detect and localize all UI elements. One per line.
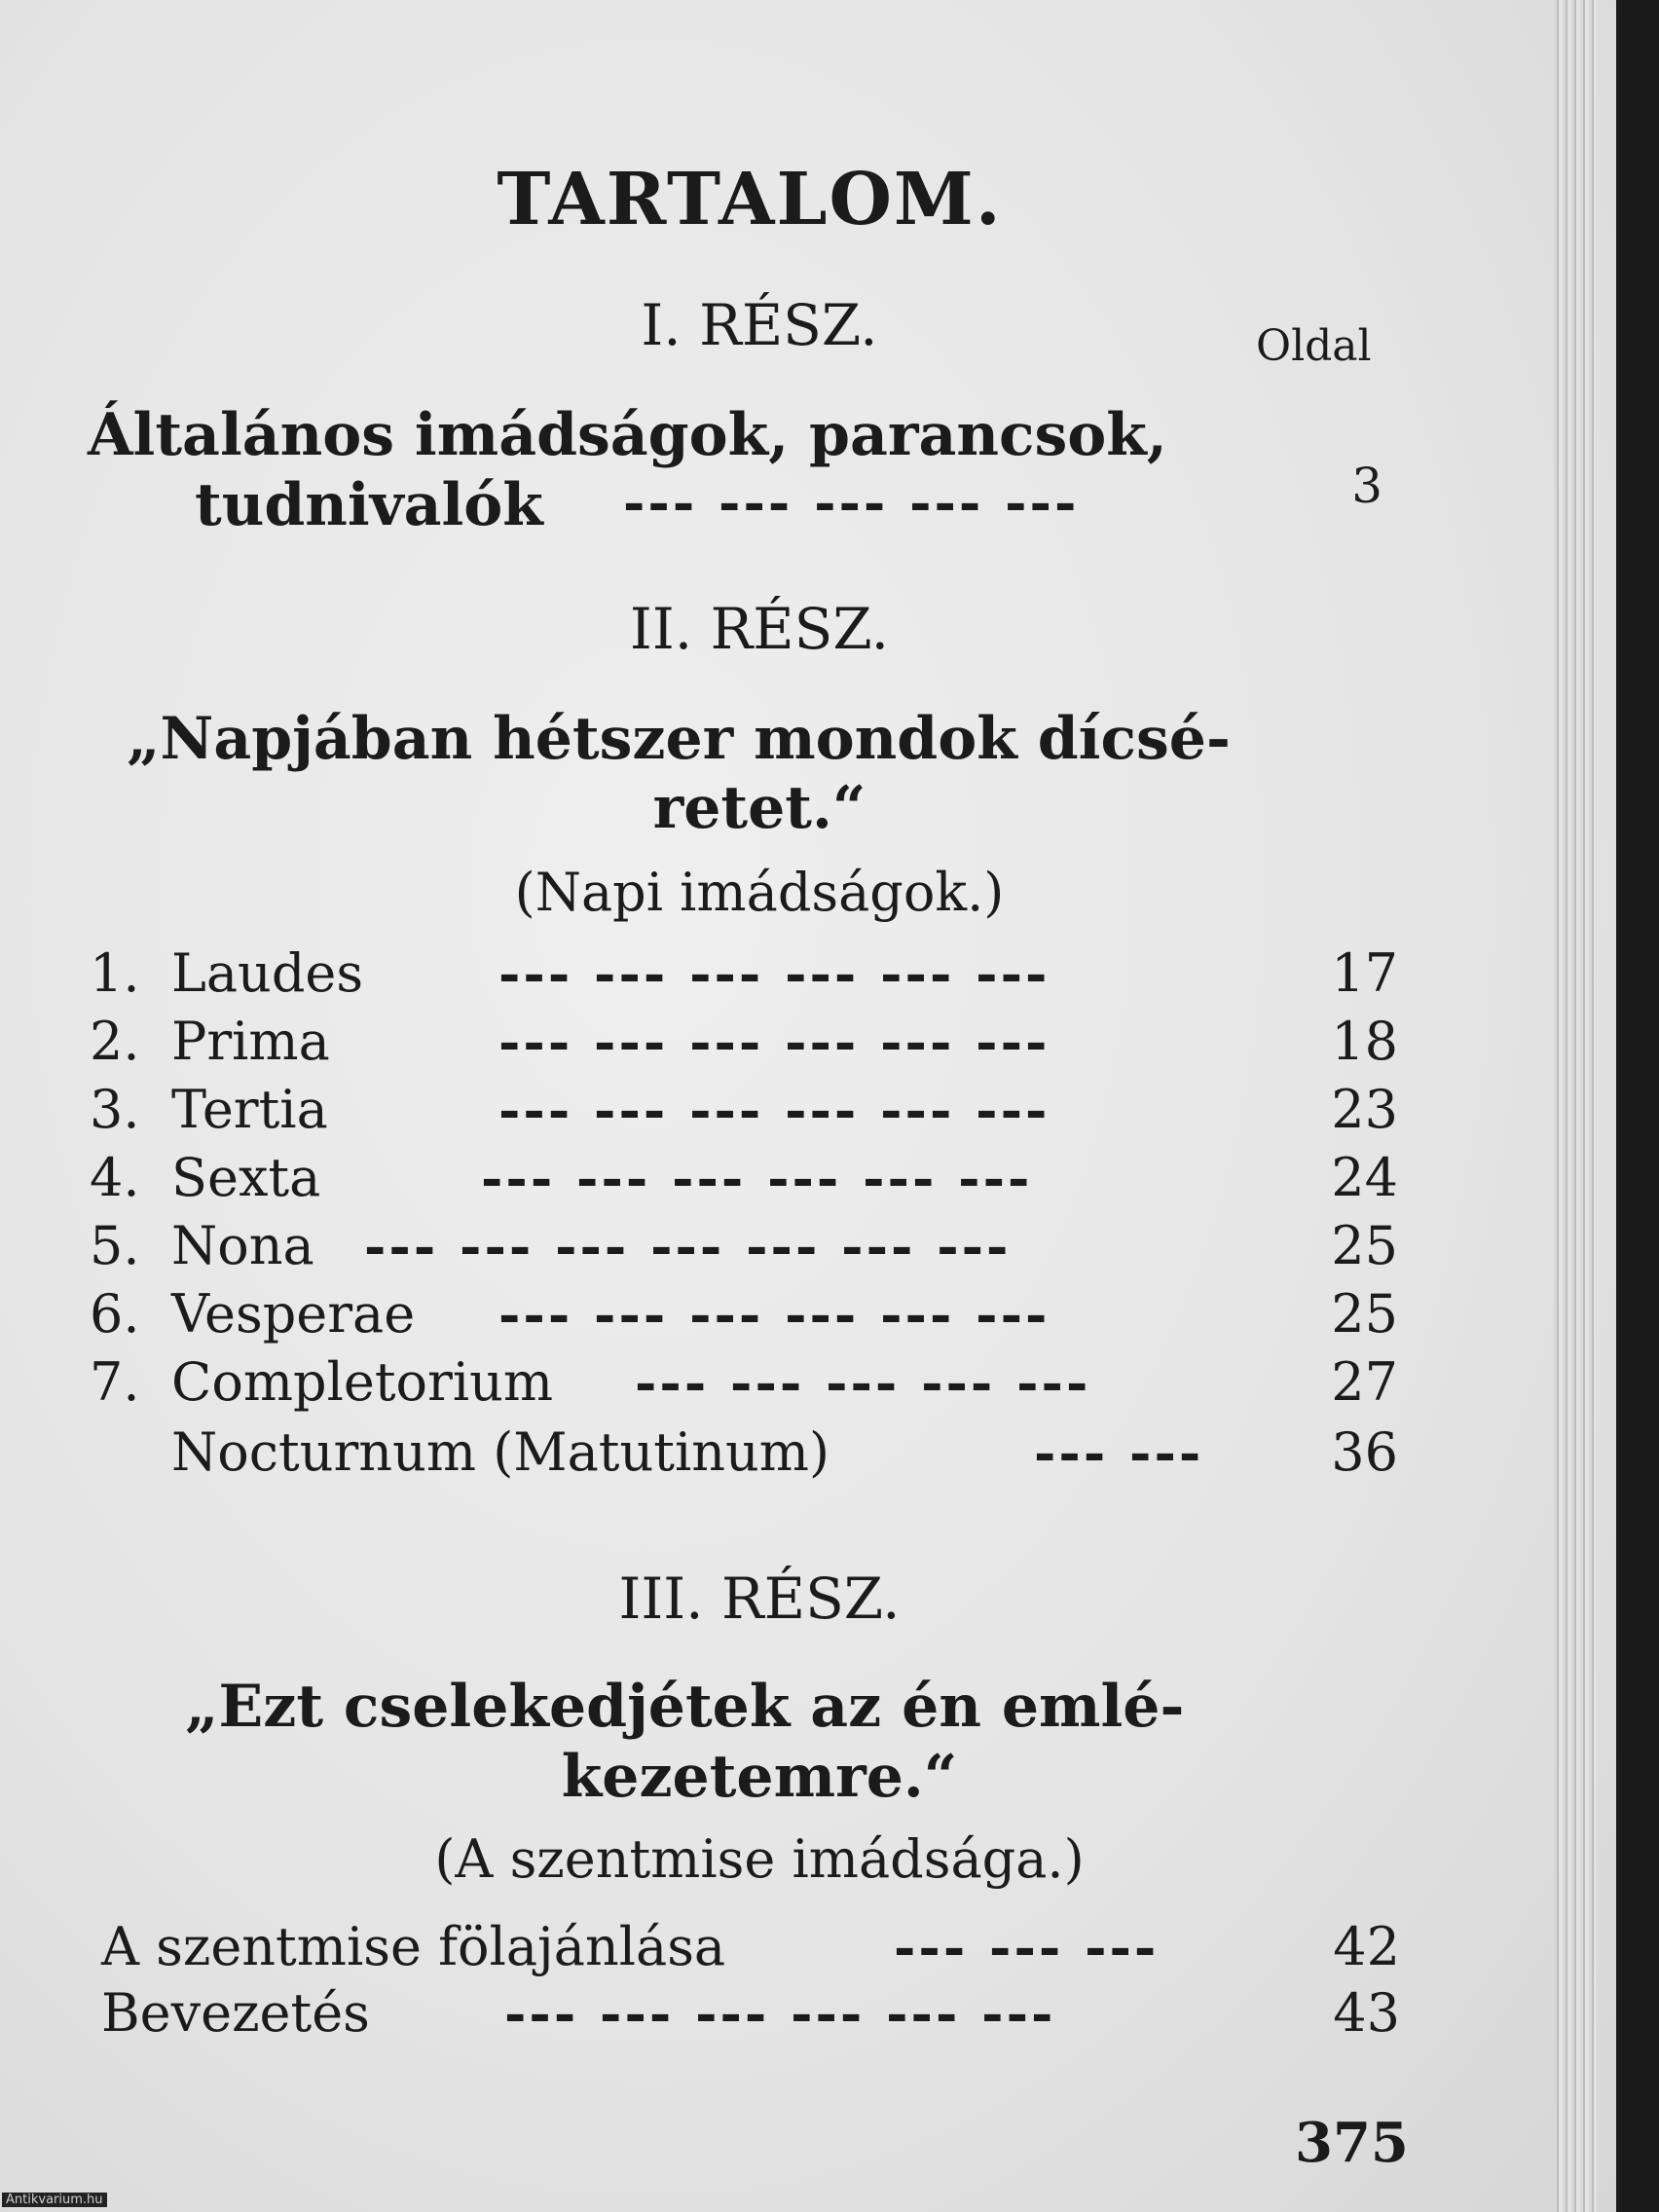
part-2-heading-cont: retet.“ [652, 774, 866, 842]
entry-title: Tertia [171, 1079, 328, 1140]
entry-leader: --- --- --- --- --- --- --- [364, 1215, 1012, 1277]
entry-leader: --- --- --- --- --- --- [498, 1283, 1051, 1346]
page-title: TARTALOM. [497, 158, 1003, 241]
entry-page: 17 [1331, 942, 1398, 1004]
entry-title: Bevezetés [101, 1982, 370, 2044]
part-1-label: I. RÉSZ. [641, 292, 878, 358]
entry-leader: --- --- --- --- --- --- [504, 1982, 1056, 2045]
page-number: 375 [1295, 2111, 1409, 2175]
entry-title: Vesperae [171, 1283, 416, 1345]
entry-page: 43 [1333, 1982, 1400, 2044]
entry-page: 25 [1331, 1283, 1398, 1345]
entry-leader: --- --- --- --- --- --- [481, 1147, 1033, 1209]
part-3-heading-cont: kezetemre.“ [561, 1743, 958, 1811]
entry-number: 3. [90, 1079, 140, 1140]
part-2-subtitle: (Napi imádságok.) [514, 862, 1005, 923]
part-2-heading: „Napjában hétszer mondok dícsé- [127, 705, 1231, 773]
entry-number: 6. [90, 1283, 140, 1345]
entry-number: 5. [90, 1215, 140, 1276]
entry-number: 1. [90, 942, 140, 1004]
entry-title: Completorium [171, 1351, 554, 1413]
entry-leader: --- --- --- [894, 1916, 1160, 1978]
entry-page: 25 [1331, 1215, 1398, 1276]
entry-title: Nona [171, 1215, 314, 1276]
entry-page: 23 [1331, 1079, 1398, 1140]
entry-page: 27 [1331, 1351, 1398, 1413]
entry-title: Laudes [171, 942, 364, 1004]
page-edge [1554, 0, 1597, 2212]
entry-number: 4. [90, 1147, 140, 1208]
page-column-label: Oldal [1256, 321, 1372, 371]
entry-leader: --- --- --- --- --- [635, 1351, 1091, 1414]
part-3-heading: „Ezt cselekedjétek az én emlé- [185, 1673, 1185, 1741]
entry-page: 42 [1333, 1916, 1400, 1977]
part-1-heading: Általános imádságok, parancsok, [88, 401, 1167, 469]
entry-title: Sexta [171, 1147, 321, 1208]
entry-title: Nocturnum (Matutinum) [171, 1421, 830, 1483]
entry-leader: --- --- [1034, 1421, 1204, 1484]
entry-title: A szentmise fölajánlása [101, 1916, 726, 1977]
watermark: Antikvarium.hu [2, 2193, 107, 2207]
entry-number: 7. [90, 1351, 140, 1413]
entry-title: Prima [171, 1011, 330, 1072]
entry-leader: --- --- --- --- --- --- [498, 942, 1051, 1005]
part-1-page: 3 [1351, 458, 1382, 514]
entry-number: 2. [90, 1011, 140, 1072]
entry-leader: --- --- --- --- --- --- [498, 1011, 1051, 1073]
entry-page: 36 [1331, 1421, 1398, 1483]
entry-page: 24 [1331, 1147, 1398, 1208]
entry-leader: --- --- --- --- --- --- [498, 1079, 1051, 1141]
part-1-leader: --- --- --- --- --- [623, 471, 1080, 534]
part-2-label: II. RÉSZ. [629, 596, 890, 662]
entry-page: 18 [1331, 1011, 1398, 1072]
part-3-subtitle: (A szentmise imádsága.) [434, 1828, 1085, 1890]
part-1-heading-cont: tudnivalók [195, 471, 543, 539]
part-3-label: III. RÉSZ. [618, 1566, 901, 1632]
